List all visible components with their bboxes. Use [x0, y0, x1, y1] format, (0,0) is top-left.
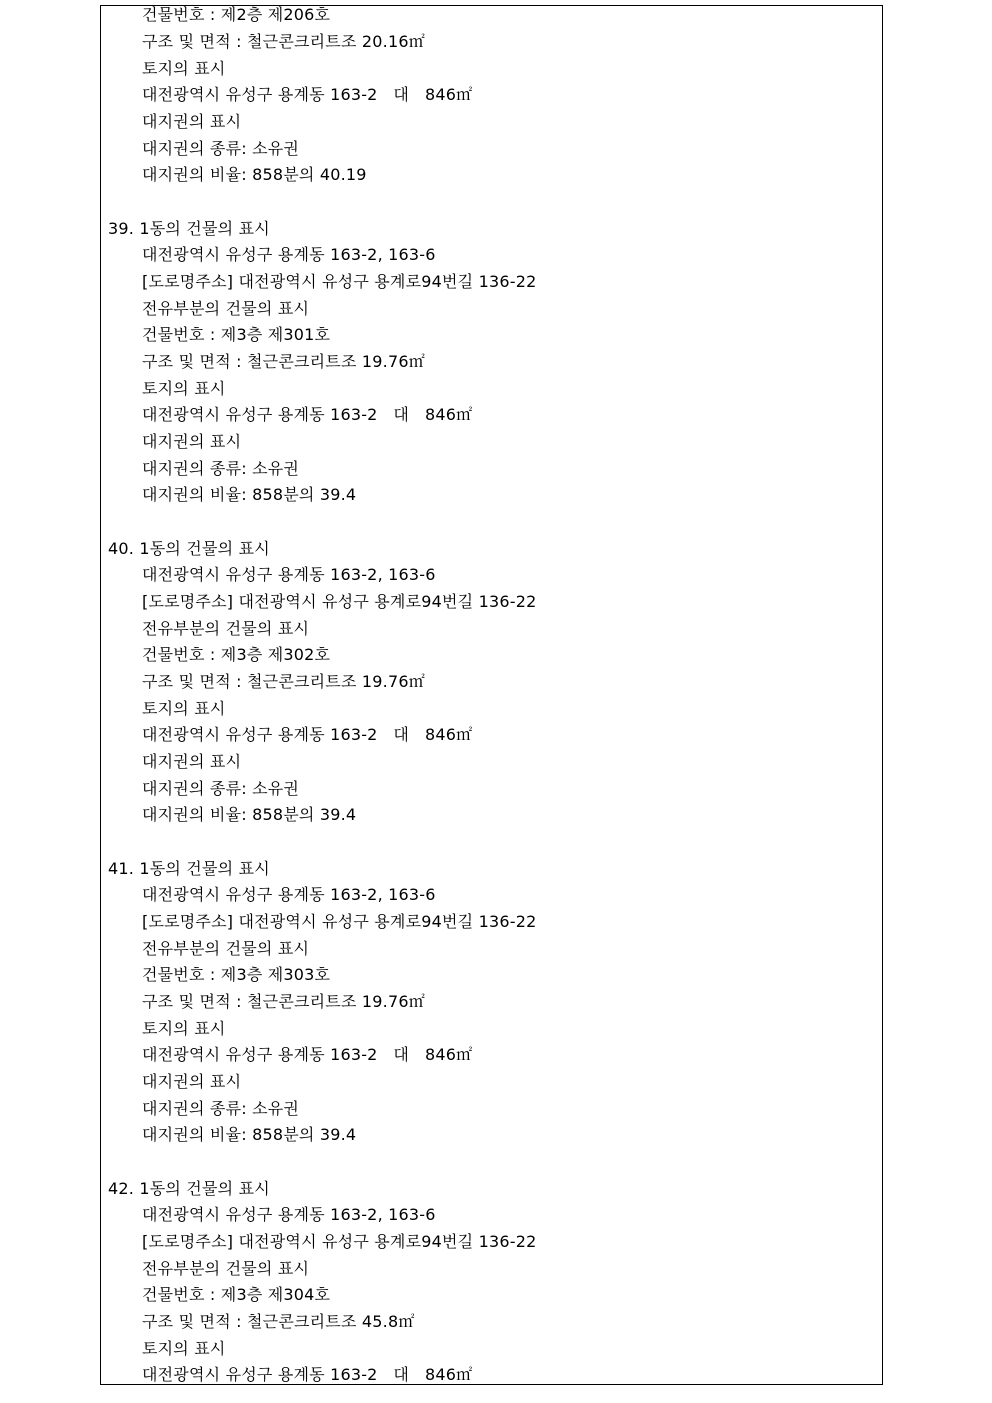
land-right-heading: 대지권의 표시	[142, 1072, 242, 1091]
land-right-type-line: 대지권의 종류: 소유권	[142, 459, 300, 478]
building-number-line: 건물번호 : 제2층 제206호	[142, 5, 331, 24]
building-number-line: 건물번호 : 제3층 제304호	[142, 1285, 331, 1304]
road-address-line: [도로명주소] 대전광역시 유성구 용계로94번길 136-22	[142, 912, 537, 931]
building-number-line: 건물번호 : 제3층 제303호	[142, 965, 331, 984]
land-address-line: 대전광역시 유성구 용계동 163-2 대 846㎡	[142, 405, 473, 424]
land-address-line: 대전광역시 유성구 용계동 163-2 대 846㎡	[142, 1045, 473, 1064]
land-right-heading: 대지권의 표시	[142, 112, 242, 131]
structure-area-line: 구조 및 면적 : 철근콘크리트조 45.8㎡	[142, 1312, 415, 1331]
land-heading: 토지의 표시	[142, 379, 226, 398]
building-address-line: 대전광역시 유성구 용계동 163-2, 163-6	[142, 565, 436, 584]
land-address-line: 대전광역시 유성구 용계동 163-2 대 846㎡	[142, 85, 473, 104]
land-right-type-line: 대지권의 종류: 소유권	[142, 1099, 300, 1118]
exclusive-part-heading: 전유부분의 건물의 표시	[142, 939, 310, 958]
land-right-heading: 대지권의 표시	[142, 432, 242, 451]
exclusive-part-heading: 전유부분의 건물의 표시	[142, 1259, 310, 1278]
document-frame	[100, 5, 883, 1385]
building-address-line: 대전광역시 유성구 용계동 163-2, 163-6	[142, 245, 436, 264]
land-right-type-line: 대지권의 종류: 소유권	[142, 779, 300, 798]
road-address-line: [도로명주소] 대전광역시 유성구 용계로94번길 136-22	[142, 272, 537, 291]
entry-heading: 42. 1동의 건물의 표시	[108, 1179, 270, 1198]
entry-heading: 41. 1동의 건물의 표시	[108, 859, 270, 878]
structure-area-line: 구조 및 면적 : 철근콘크리트조 20.16㎡	[142, 32, 425, 51]
land-right-ratio-line: 대지권의 비율: 858분의 39.4	[142, 805, 357, 824]
land-right-type-line: 대지권의 종류: 소유권	[142, 139, 300, 158]
entry-heading: 39. 1동의 건물의 표시	[108, 219, 270, 238]
land-address-line: 대전광역시 유성구 용계동 163-2 대 846㎡	[142, 1365, 473, 1384]
land-heading: 토지의 표시	[142, 1019, 226, 1038]
land-heading: 토지의 표시	[142, 699, 226, 718]
land-address-line: 대전광역시 유성구 용계동 163-2 대 846㎡	[142, 725, 473, 744]
building-address-line: 대전광역시 유성구 용계동 163-2, 163-6	[142, 885, 436, 904]
exclusive-part-heading: 전유부분의 건물의 표시	[142, 619, 310, 638]
land-heading: 토지의 표시	[142, 1339, 226, 1358]
land-right-ratio-line: 대지권의 비율: 858분의 39.4	[142, 1125, 357, 1144]
land-right-ratio-line: 대지권의 비율: 858분의 40.19	[142, 165, 367, 184]
building-number-line: 건물번호 : 제3층 제302호	[142, 645, 331, 664]
building-number-line: 건물번호 : 제3층 제301호	[142, 325, 331, 344]
structure-area-line: 구조 및 면적 : 철근콘크리트조 19.76㎡	[142, 992, 425, 1011]
structure-area-line: 구조 및 면적 : 철근콘크리트조 19.76㎡	[142, 672, 425, 691]
entry-heading: 40. 1동의 건물의 표시	[108, 539, 270, 558]
land-right-ratio-line: 대지권의 비율: 858분의 39.4	[142, 485, 357, 504]
building-address-line: 대전광역시 유성구 용계동 163-2, 163-6	[142, 1205, 436, 1224]
road-address-line: [도로명주소] 대전광역시 유성구 용계로94번길 136-22	[142, 592, 537, 611]
road-address-line: [도로명주소] 대전광역시 유성구 용계로94번길 136-22	[142, 1232, 537, 1251]
land-right-heading: 대지권의 표시	[142, 752, 242, 771]
exclusive-part-heading: 전유부분의 건물의 표시	[142, 299, 310, 318]
land-heading: 토지의 표시	[142, 59, 226, 78]
structure-area-line: 구조 및 면적 : 철근콘크리트조 19.76㎡	[142, 352, 425, 371]
